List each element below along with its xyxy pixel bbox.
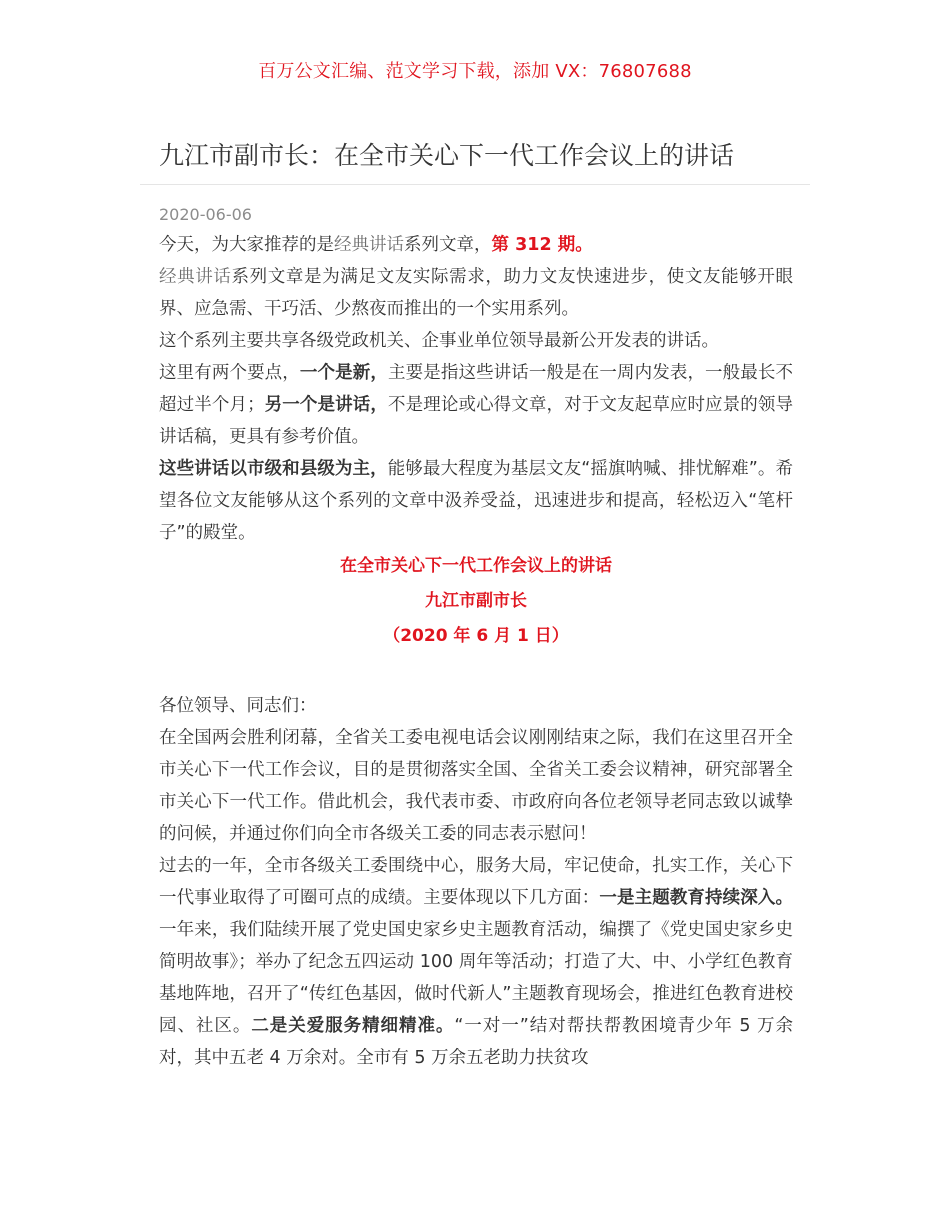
intro-text: 能够最大程度为基层文友“摇旗呐喊、排忧解难”。希望各位文友能够从这个系列的文章中汲养受益，迅速进步和提高，轻松迈入“笔杆子”的殿堂。 [159,459,793,543]
speech-date: （2020 年 6 月 1 日） [383,626,569,646]
key-point-speech: 另一个是讲话， [264,395,388,415]
article-body [159,229,793,1074]
intro-text: 不是理论或心得文章，对于文友起草应时应景的领导讲话稿，更具有参考价值。 [159,395,794,447]
intro-paragraph-2 [159,261,793,325]
series-name: 经典讲话 [159,267,232,287]
intro-paragraph-4 [159,357,793,453]
title-divider [140,184,810,185]
spacer [159,654,793,690]
speech-heading: 在全市关心下一代工作会议上的讲话 [340,556,612,576]
issue-number: 第 312 期。 [491,235,593,255]
intro-text: 主要是指这些讲话一般是在一周内发表，一般最长不超过半个月； [159,363,794,415]
key-point-level: 这些讲话以市级和县级为主， [159,459,388,479]
speech-salutation: 各位领导、同志们： [159,696,317,716]
publish-date: 2020-06-06 [159,205,252,224]
speech-speaker: 九江市副市长 [425,591,527,611]
intro-paragraph-5 [159,453,793,549]
intro-text: 系列文章是为满足文友实际需求，助力文友快速进步，使文友能够开眼界、应急需、干巧活、少熬夜而推出的一个实用系列。 [159,267,793,319]
speech-paragraph-2 [159,850,793,1074]
intro-text: 今天，为大家推荐的是 [159,235,334,255]
intro-text: 这里有两个要点， [159,363,300,383]
highlight-theme-education: 一是主题教育持续深入。 [599,888,794,908]
promo-banner: 百万公文汇编、范文学习下载，添加 VX：76807688 [258,61,692,82]
speech-text: 一年来，我们陆续开展了党史国史家乡史主题教育活动，编撰了《党史国史家乡史简明故事》；举办了纪念五四运动 100 周年等活动；打造了大、中、小学红色教育基地阵地，召开了“传红色基因，做时代新人”主题教育现场会，推进红色教育进校园、社区。 [159,920,793,1036]
speech-text: “一对一”结对帮扶帮教困境青少年 5 万余对，其中五老 4 万余对。全市有 5 万余五老助力扶贫攻 [159,1016,794,1068]
speech-text: 过去的一年，全市各级关工委围绕中心，服务大局，牢记使命，扎实工作，关心下一代事业取得了可圈可点的成绩。主要体现以下几方面： [159,856,793,908]
intro-text: 系列文章， [404,235,492,255]
intro-paragraph-1 [159,229,793,261]
highlight-care-service: 二是关爱服务精细精准。 [251,1016,455,1036]
speech-paragraph-1: 在全国两会胜利闭幕，全省关工委电视电话会议刚刚结束之际，我们在这里召开全市关心下一代工作会议，目的是贯彻落实全国、全省关工委会议精神，研究部署全市关心下一代工作。借此机会，我代表市委、市政府向各位老领导老同志致以诚挚的问候，并通过你们向全市各级关工委的同志表示慰问！ [159,728,793,844]
series-name: 经典讲话 [334,235,404,255]
key-point-new: 一个是新， [299,363,388,383]
article-title: 九江市副市长：在全市关心下一代工作会议上的讲话 [159,141,735,170]
intro-paragraph-3: 这个系列主要共享各级党政机关、企事业单位领导最新公开发表的讲话。 [159,331,719,351]
